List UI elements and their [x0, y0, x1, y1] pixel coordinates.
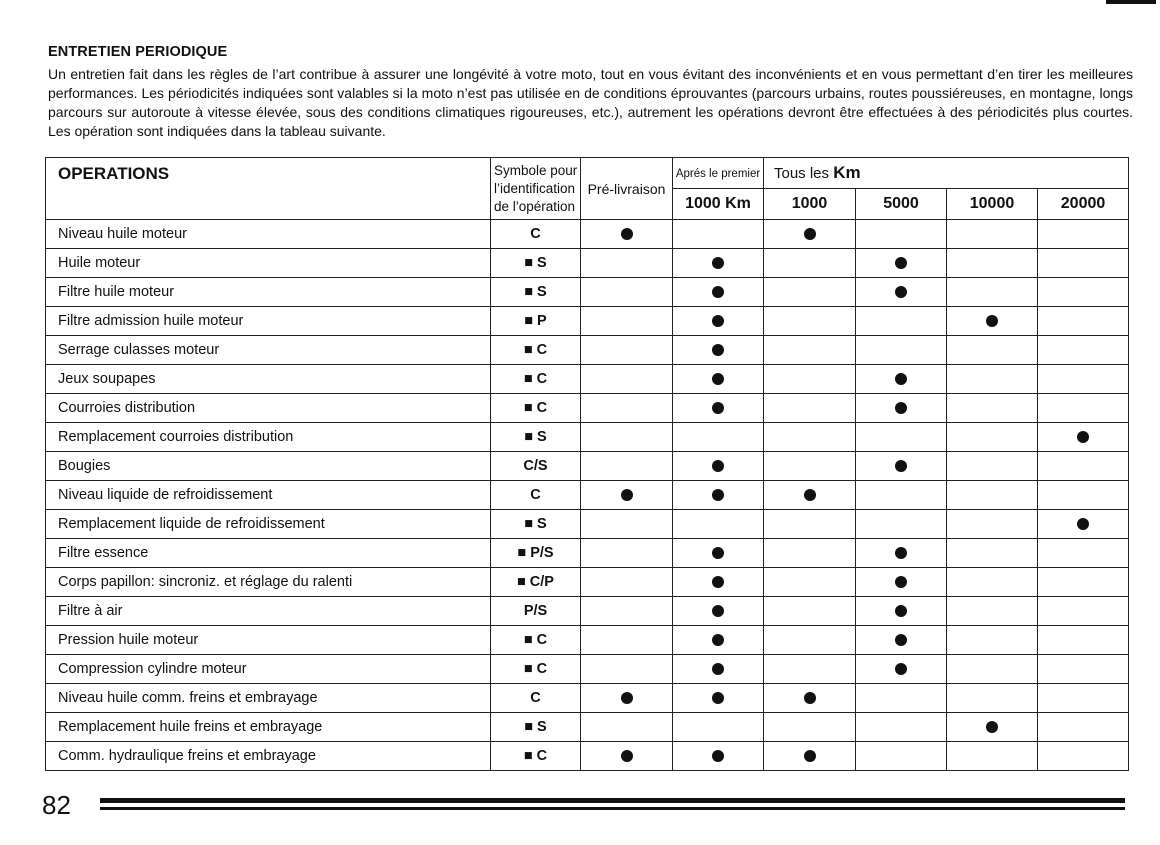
schedule-cell — [764, 220, 856, 249]
schedule-cell — [856, 713, 947, 742]
schedule-cell — [947, 336, 1038, 365]
scheduled-dot-icon — [1077, 431, 1089, 443]
schedule-cell — [764, 423, 856, 452]
schedule-cell — [1038, 220, 1129, 249]
scheduled-dot-icon — [895, 286, 907, 298]
schedule-cell — [947, 394, 1038, 423]
operation-symbol: C — [491, 481, 581, 510]
schedule-cell — [764, 684, 856, 713]
schedule-cell — [673, 452, 764, 481]
table-row — [46, 626, 1129, 655]
schedule-cell — [764, 742, 856, 771]
schedule-cell — [947, 597, 1038, 626]
pre-delivery-header: Pré-livraison — [581, 158, 673, 220]
operation-symbol: ■ C/P — [491, 568, 581, 597]
schedule-cell — [856, 394, 947, 423]
schedule-cell — [581, 742, 673, 771]
schedule-cell — [581, 278, 673, 307]
schedule-cell — [673, 626, 764, 655]
schedule-cell — [856, 684, 947, 713]
every-label: Tous les — [774, 165, 830, 182]
operation-name: Huile moteur — [46, 249, 491, 278]
table-row — [46, 278, 1129, 307]
schedule-cell — [856, 568, 947, 597]
schedule-cell — [947, 307, 1038, 336]
operation-symbol: ■ C — [491, 742, 581, 771]
schedule-cell — [947, 510, 1038, 539]
scheduled-dot-icon — [712, 373, 724, 385]
schedule-cell — [1038, 423, 1129, 452]
schedule-cell — [856, 278, 947, 307]
operation-name: Niveau huile moteur — [46, 220, 491, 249]
page-number: 82 — [42, 790, 71, 820]
schedule-cell — [673, 655, 764, 684]
operation-symbol: ■ P — [491, 307, 581, 336]
section-heading: ENTRETIEN PERIODIQUE — [48, 44, 228, 60]
schedule-cell — [581, 365, 673, 394]
schedule-cell — [673, 713, 764, 742]
scheduled-dot-icon — [895, 663, 907, 675]
scheduled-dot-icon — [621, 750, 633, 762]
schedule-cell — [856, 742, 947, 771]
schedule-cell — [1038, 626, 1129, 655]
operation-name: Pression huile moteur — [46, 626, 491, 655]
table-row — [46, 684, 1129, 713]
schedule-cell — [764, 394, 856, 423]
schedule-cell — [764, 249, 856, 278]
schedule-cell — [856, 655, 947, 684]
schedule-cell — [947, 655, 1038, 684]
operation-symbol: C — [491, 220, 581, 249]
schedule-cell — [581, 684, 673, 713]
operation-symbol: ■ C — [491, 394, 581, 423]
schedule-cell — [1038, 568, 1129, 597]
schedule-cell — [947, 539, 1038, 568]
schedule-cell — [673, 394, 764, 423]
schedule-cell — [856, 481, 947, 510]
schedule-cell — [947, 249, 1038, 278]
schedule-cell — [673, 249, 764, 278]
schedule-cell — [673, 742, 764, 771]
operation-name: Corps papillon: sincroniz. et réglage du ralenti — [46, 568, 491, 597]
schedule-cell — [764, 307, 856, 336]
schedule-cell — [856, 510, 947, 539]
schedule-cell — [764, 713, 856, 742]
schedule-cell — [856, 220, 947, 249]
corner-crop-mark — [1106, 0, 1156, 4]
schedule-cell — [764, 626, 856, 655]
scheduled-dot-icon — [712, 489, 724, 501]
operation-name: Filtre essence — [46, 539, 491, 568]
operation-symbol: ■ S — [491, 510, 581, 539]
schedule-cell — [764, 278, 856, 307]
scheduled-dot-icon — [804, 228, 816, 240]
symbol-header: Symbole pour l’identification de l’opération — [491, 158, 581, 220]
every-km-header — [764, 158, 1129, 189]
scheduled-dot-icon — [621, 489, 633, 501]
table-row — [46, 713, 1129, 742]
schedule-cell — [1038, 307, 1129, 336]
operation-name: Niveau liquide de refroidissement — [46, 481, 491, 510]
scheduled-dot-icon — [804, 750, 816, 762]
operation-name: Compression cylindre moteur — [46, 655, 491, 684]
scheduled-dot-icon — [712, 257, 724, 269]
scheduled-dot-icon — [804, 692, 816, 704]
table-row — [46, 452, 1129, 481]
schedule-cell — [947, 452, 1038, 481]
schedule-cell — [856, 452, 947, 481]
operations-header: OPERATIONS — [46, 158, 491, 220]
scheduled-dot-icon — [712, 634, 724, 646]
schedule-cell — [581, 626, 673, 655]
schedule-cell — [764, 597, 856, 626]
schedule-cell — [856, 423, 947, 452]
operation-name: Courroies distribution — [46, 394, 491, 423]
operation-symbol: ■ P/S — [491, 539, 581, 568]
table-row — [46, 481, 1129, 510]
schedule-cell — [581, 510, 673, 539]
schedule-cell — [1038, 394, 1129, 423]
schedule-cell — [581, 220, 673, 249]
schedule-cell — [1038, 510, 1129, 539]
operation-name: Filtre huile moteur — [46, 278, 491, 307]
operation-name: Niveau huile comm. freins et embrayage — [46, 684, 491, 713]
schedule-cell — [1038, 481, 1129, 510]
schedule-cell — [581, 713, 673, 742]
schedule-cell — [673, 365, 764, 394]
schedule-cell — [764, 655, 856, 684]
interval-header: 10000 — [947, 189, 1038, 220]
operation-symbol: ■ S — [491, 278, 581, 307]
schedule-cell — [673, 307, 764, 336]
scheduled-dot-icon — [712, 402, 724, 414]
table-row — [46, 336, 1129, 365]
footer-rule-thick — [100, 798, 1125, 803]
schedule-cell — [673, 539, 764, 568]
schedule-cell — [947, 568, 1038, 597]
operation-symbol: P/S — [491, 597, 581, 626]
schedule-cell — [1038, 742, 1129, 771]
interval-header: 5000 — [856, 189, 947, 220]
schedule-cell — [856, 626, 947, 655]
schedule-cell — [947, 684, 1038, 713]
table-row — [46, 510, 1129, 539]
scheduled-dot-icon — [712, 286, 724, 298]
scheduled-dot-icon — [895, 605, 907, 617]
schedule-cell — [581, 307, 673, 336]
table-row — [46, 365, 1129, 394]
operation-name: Comm. hydraulique freins et embrayage — [46, 742, 491, 771]
operation-symbol: ■ S — [491, 713, 581, 742]
schedule-cell — [1038, 336, 1129, 365]
scheduled-dot-icon — [895, 576, 907, 588]
operation-symbol: ■ C — [491, 336, 581, 365]
operation-symbol: ■ S — [491, 249, 581, 278]
schedule-cell — [764, 481, 856, 510]
schedule-cell — [581, 539, 673, 568]
schedule-cell — [1038, 452, 1129, 481]
table-row — [46, 539, 1129, 568]
schedule-cell — [1038, 539, 1129, 568]
schedule-cell — [947, 481, 1038, 510]
operation-symbol: ■ S — [491, 423, 581, 452]
interval-header: 1000 — [764, 189, 856, 220]
schedule-cell — [856, 539, 947, 568]
schedule-cell — [673, 423, 764, 452]
schedule-cell — [1038, 713, 1129, 742]
scheduled-dot-icon — [986, 315, 998, 327]
operation-name: Remplacement courroies distribution — [46, 423, 491, 452]
schedule-cell — [856, 249, 947, 278]
operations-body — [46, 220, 1129, 771]
schedule-cell — [673, 481, 764, 510]
schedule-cell — [581, 249, 673, 278]
scheduled-dot-icon — [712, 605, 724, 617]
schedule-cell — [947, 278, 1038, 307]
operation-name: Bougies — [46, 452, 491, 481]
schedule-cell — [764, 365, 856, 394]
schedule-cell — [947, 742, 1038, 771]
schedule-cell — [673, 510, 764, 539]
scheduled-dot-icon — [895, 257, 907, 269]
schedule-cell — [673, 597, 764, 626]
operation-name: Filtre admission huile moteur — [46, 307, 491, 336]
schedule-cell — [581, 655, 673, 684]
schedule-cell — [764, 539, 856, 568]
operation-symbol: ■ C — [491, 626, 581, 655]
schedule-cell — [764, 568, 856, 597]
table-row — [46, 742, 1129, 771]
schedule-cell — [856, 597, 947, 626]
schedule-cell — [673, 336, 764, 365]
table-row — [46, 655, 1129, 684]
schedule-cell — [856, 336, 947, 365]
scheduled-dot-icon — [712, 344, 724, 356]
table-row — [46, 568, 1129, 597]
table-row — [46, 394, 1129, 423]
scheduled-dot-icon — [895, 373, 907, 385]
after-first-header: Aprés le premier — [673, 158, 764, 189]
scheduled-dot-icon — [804, 489, 816, 501]
operation-symbol: ■ C — [491, 365, 581, 394]
operation-name: Remplacement huile freins et embrayage — [46, 713, 491, 742]
schedule-cell — [856, 365, 947, 394]
schedule-cell — [764, 336, 856, 365]
schedule-cell — [581, 481, 673, 510]
km-unit: Km — [833, 163, 861, 182]
schedule-cell — [1038, 684, 1129, 713]
schedule-cell — [1038, 249, 1129, 278]
footer-rule-thin — [100, 807, 1125, 810]
schedule-cell — [673, 278, 764, 307]
schedule-cell — [581, 394, 673, 423]
scheduled-dot-icon — [895, 460, 907, 472]
schedule-cell — [673, 568, 764, 597]
table-row — [46, 249, 1129, 278]
operation-name: Serrage culasses moteur — [46, 336, 491, 365]
schedule-cell — [581, 423, 673, 452]
schedule-cell — [947, 713, 1038, 742]
operation-symbol: C/S — [491, 452, 581, 481]
scheduled-dot-icon — [621, 228, 633, 240]
operation-symbol: ■ C — [491, 655, 581, 684]
scheduled-dot-icon — [895, 547, 907, 559]
operation-name: Jeux soupapes — [46, 365, 491, 394]
schedule-cell — [581, 336, 673, 365]
schedule-cell — [856, 307, 947, 336]
schedule-cell — [1038, 597, 1129, 626]
schedule-cell — [581, 597, 673, 626]
scheduled-dot-icon — [895, 634, 907, 646]
schedule-cell — [947, 626, 1038, 655]
first-km-header: 1000 Km — [673, 189, 764, 220]
schedule-cell — [581, 452, 673, 481]
schedule-cell — [1038, 365, 1129, 394]
schedule-cell — [1038, 278, 1129, 307]
scheduled-dot-icon — [1077, 518, 1089, 530]
schedule-cell — [764, 510, 856, 539]
scheduled-dot-icon — [712, 576, 724, 588]
scheduled-dot-icon — [712, 663, 724, 675]
schedule-cell — [947, 220, 1038, 249]
table-row — [46, 307, 1129, 336]
scheduled-dot-icon — [712, 315, 724, 327]
interval-header: 20000 — [1038, 189, 1129, 220]
scheduled-dot-icon — [712, 547, 724, 559]
scheduled-dot-icon — [986, 721, 998, 733]
schedule-cell — [673, 220, 764, 249]
schedule-cell — [947, 365, 1038, 394]
scheduled-dot-icon — [712, 692, 724, 704]
scheduled-dot-icon — [895, 402, 907, 414]
table-row — [46, 597, 1129, 626]
maintenance-table — [45, 157, 1129, 771]
operation-name: Remplacement liquide de refroidissement — [46, 510, 491, 539]
schedule-cell — [581, 568, 673, 597]
scheduled-dot-icon — [712, 460, 724, 472]
scheduled-dot-icon — [621, 692, 633, 704]
operation-name: Filtre à air — [46, 597, 491, 626]
table-row — [46, 423, 1129, 452]
intro-paragraph: Un entretien fait dans les règles de l’art contribue à assurer une longévité à votre moto, tout en vous évitant des inconvénients et en vous permettant d’en tirer les meilleures performances. Les périodicités indiquées sont valables si la moto n’est pas utilisée en de conditions éprouvantes (parcours urbains, routes poussiéreuses, en montagne, longs parcours sur autoroute à vitesse élevée, sous des conditions climatiques rigoureuses, etc.), autrement les opérations devront être effectuées à des périodicités plus courtes. Les opération sont indiquées dans la tableau suivante. — [48, 66, 1133, 139]
operation-symbol: C — [491, 684, 581, 713]
schedule-cell — [947, 423, 1038, 452]
table-row — [46, 220, 1129, 249]
schedule-cell — [1038, 655, 1129, 684]
schedule-cell — [673, 684, 764, 713]
schedule-cell — [764, 452, 856, 481]
scheduled-dot-icon — [712, 750, 724, 762]
